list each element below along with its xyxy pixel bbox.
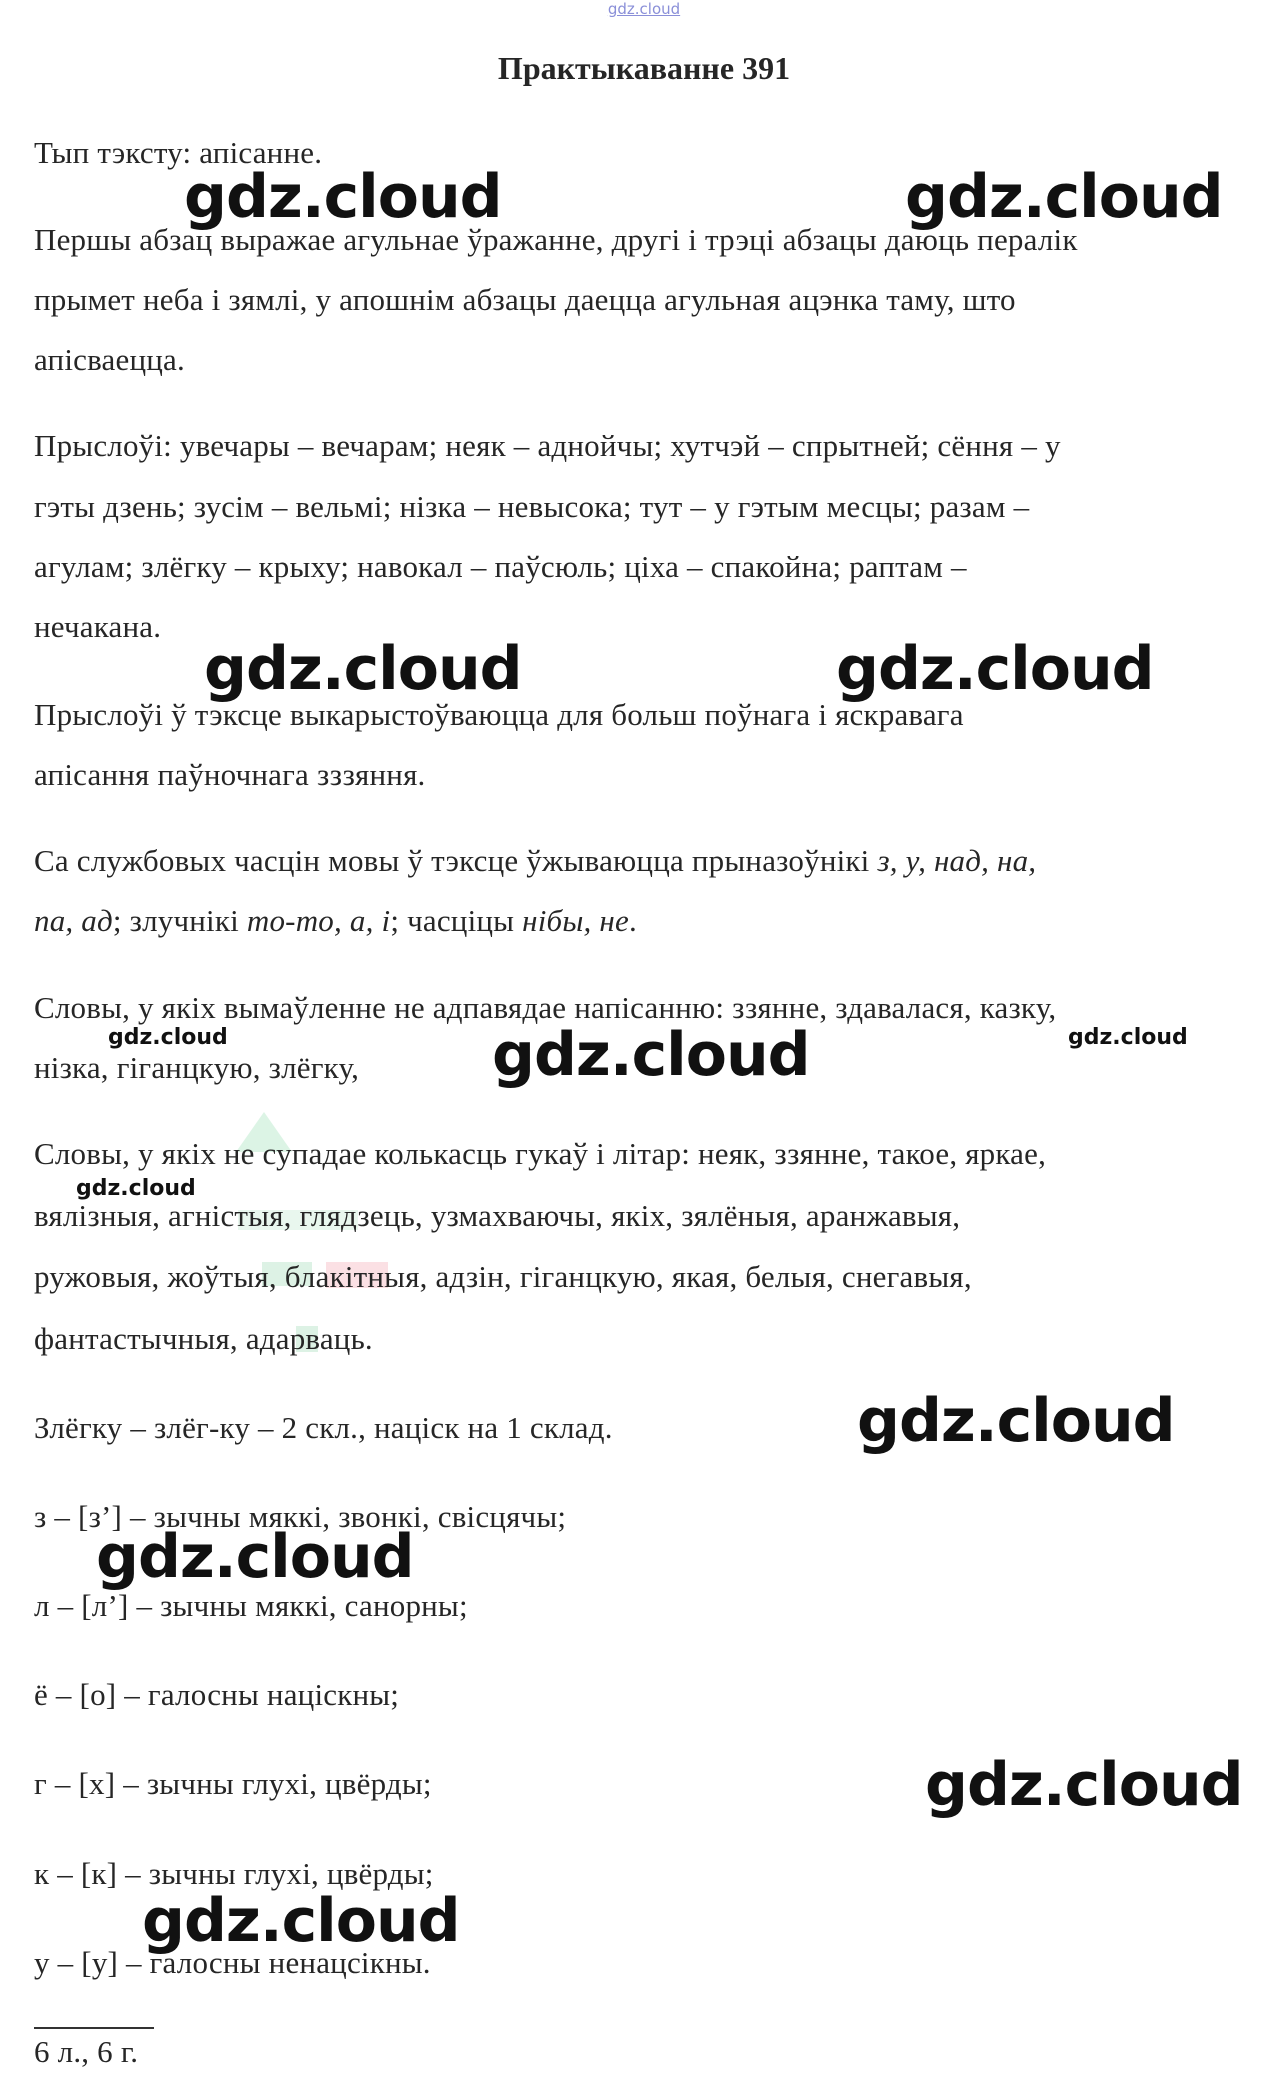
text-segment: . [628,903,637,938]
text-line: Словы, у якіх вымаўленне не адпавядае напісанню: ззянне, здавалася, казку, [34,990,1057,1025]
text-line: апісваецца. [34,342,185,377]
text-line [34,843,1036,879]
footnote-text: 6 л., 6 г. [34,2034,139,2069]
text-line: нечакана. [34,609,162,644]
text-segment: ; часціцы [390,903,523,938]
watermark: gdz.cloud [184,162,502,232]
text-line: Злёгку – злёг-ку – 2 скл., націск на 1 склад. [34,1410,613,1445]
watermark: gdz.cloud [925,1750,1243,1820]
text-italic: нібы, не [522,903,629,938]
text-line: Тып тэксту: апісанне. [34,135,323,170]
watermark: gdz.cloud [96,1522,414,1592]
watermark-small: gdz.cloud [108,1025,228,1050]
text-line: прымет неба і зямлі, у апошнім абзацы даецца агульная ацэнка таму, што [34,282,1016,317]
watermark-small: gdz.cloud [1068,1025,1188,1050]
text-line: гэты дзень; зусім – вельмі; нізка – невысока; тут – у гэтым месцы; разам – [34,489,1030,524]
text-line: л – [л’] – зычны мяккі, санорны; [34,1588,468,1623]
text-italic: з, у, над, на, [877,843,1037,878]
text-segment: ; злучнікі [112,903,247,938]
text-line: Прыслоўі ў тэксце выкарыстоўваюцца для больш поўнага і яскравага [34,697,964,732]
text-line: ё – [о] – галосны націскны; [34,1677,400,1712]
text-line: нізка, гіганцкую, злёгку, [34,1050,360,1085]
footnote-divider [34,2027,154,2029]
text-italic: па, ад [34,903,113,938]
text-line: Першы абзац выражае агульнае ўражанне, другі і трэці абзацы даюць пералік [34,222,1078,257]
text-line: Словы, у якіх не супадае колькасць гукаў і літар: неяк, ззянне, такое, яркае, [34,1136,1047,1171]
text-line: г – [х] – зычны глухі, цвёрды; [34,1766,432,1801]
text-line: Прыслоўі: увечары – вечарам; неяк – аднойчы; хутчэй – спрытней; сёння – у [34,428,1061,463]
watermark: gdz.cloud [492,1020,810,1090]
watermark: gdz.cloud [836,634,1154,704]
text-line: агулам; злёгку – крыху; навокал – паўсюль; ціха – спакойна; раптам – [34,549,967,584]
watermark: gdz.cloud [142,1886,460,1956]
watermark: gdz.cloud [905,162,1223,232]
text-line: з – [з’] – зычны мяккі, звонкі, свісцячы; [34,1499,567,1534]
site-mark-link[interactable]: gdz.cloud [607,0,681,18]
text-line: к – [к] – зычны глухі, цвёрды; [34,1856,434,1891]
text-italic: то-то, а, і [246,903,391,938]
text-line [34,903,637,939]
text-line: ружовыя, жоўтыя, блакітныя, адзін, гіганцкую, якая, белыя, снегавыя, [34,1259,972,1294]
text-line: у – [у] – галосны ненацсікны. [34,1945,431,1980]
text-segment: Са службовых часцін мовы ў тэксце ўжываюцца прыназоўнікі [34,843,878,878]
page-title: Практыкаванне 391 [497,50,791,86]
text-line: фантастычныя, адарваць. [34,1321,373,1356]
watermark: gdz.cloud [204,634,522,704]
text-line: вялізныя, агністыя, глядзець, узмахваючы, якіх, зялёныя, аранжавыя, [34,1198,961,1233]
watermark: gdz.cloud [857,1386,1175,1456]
text-line: апісання паўночнага зззяння. [34,757,426,792]
watermark-small: gdz.cloud [76,1176,196,1201]
